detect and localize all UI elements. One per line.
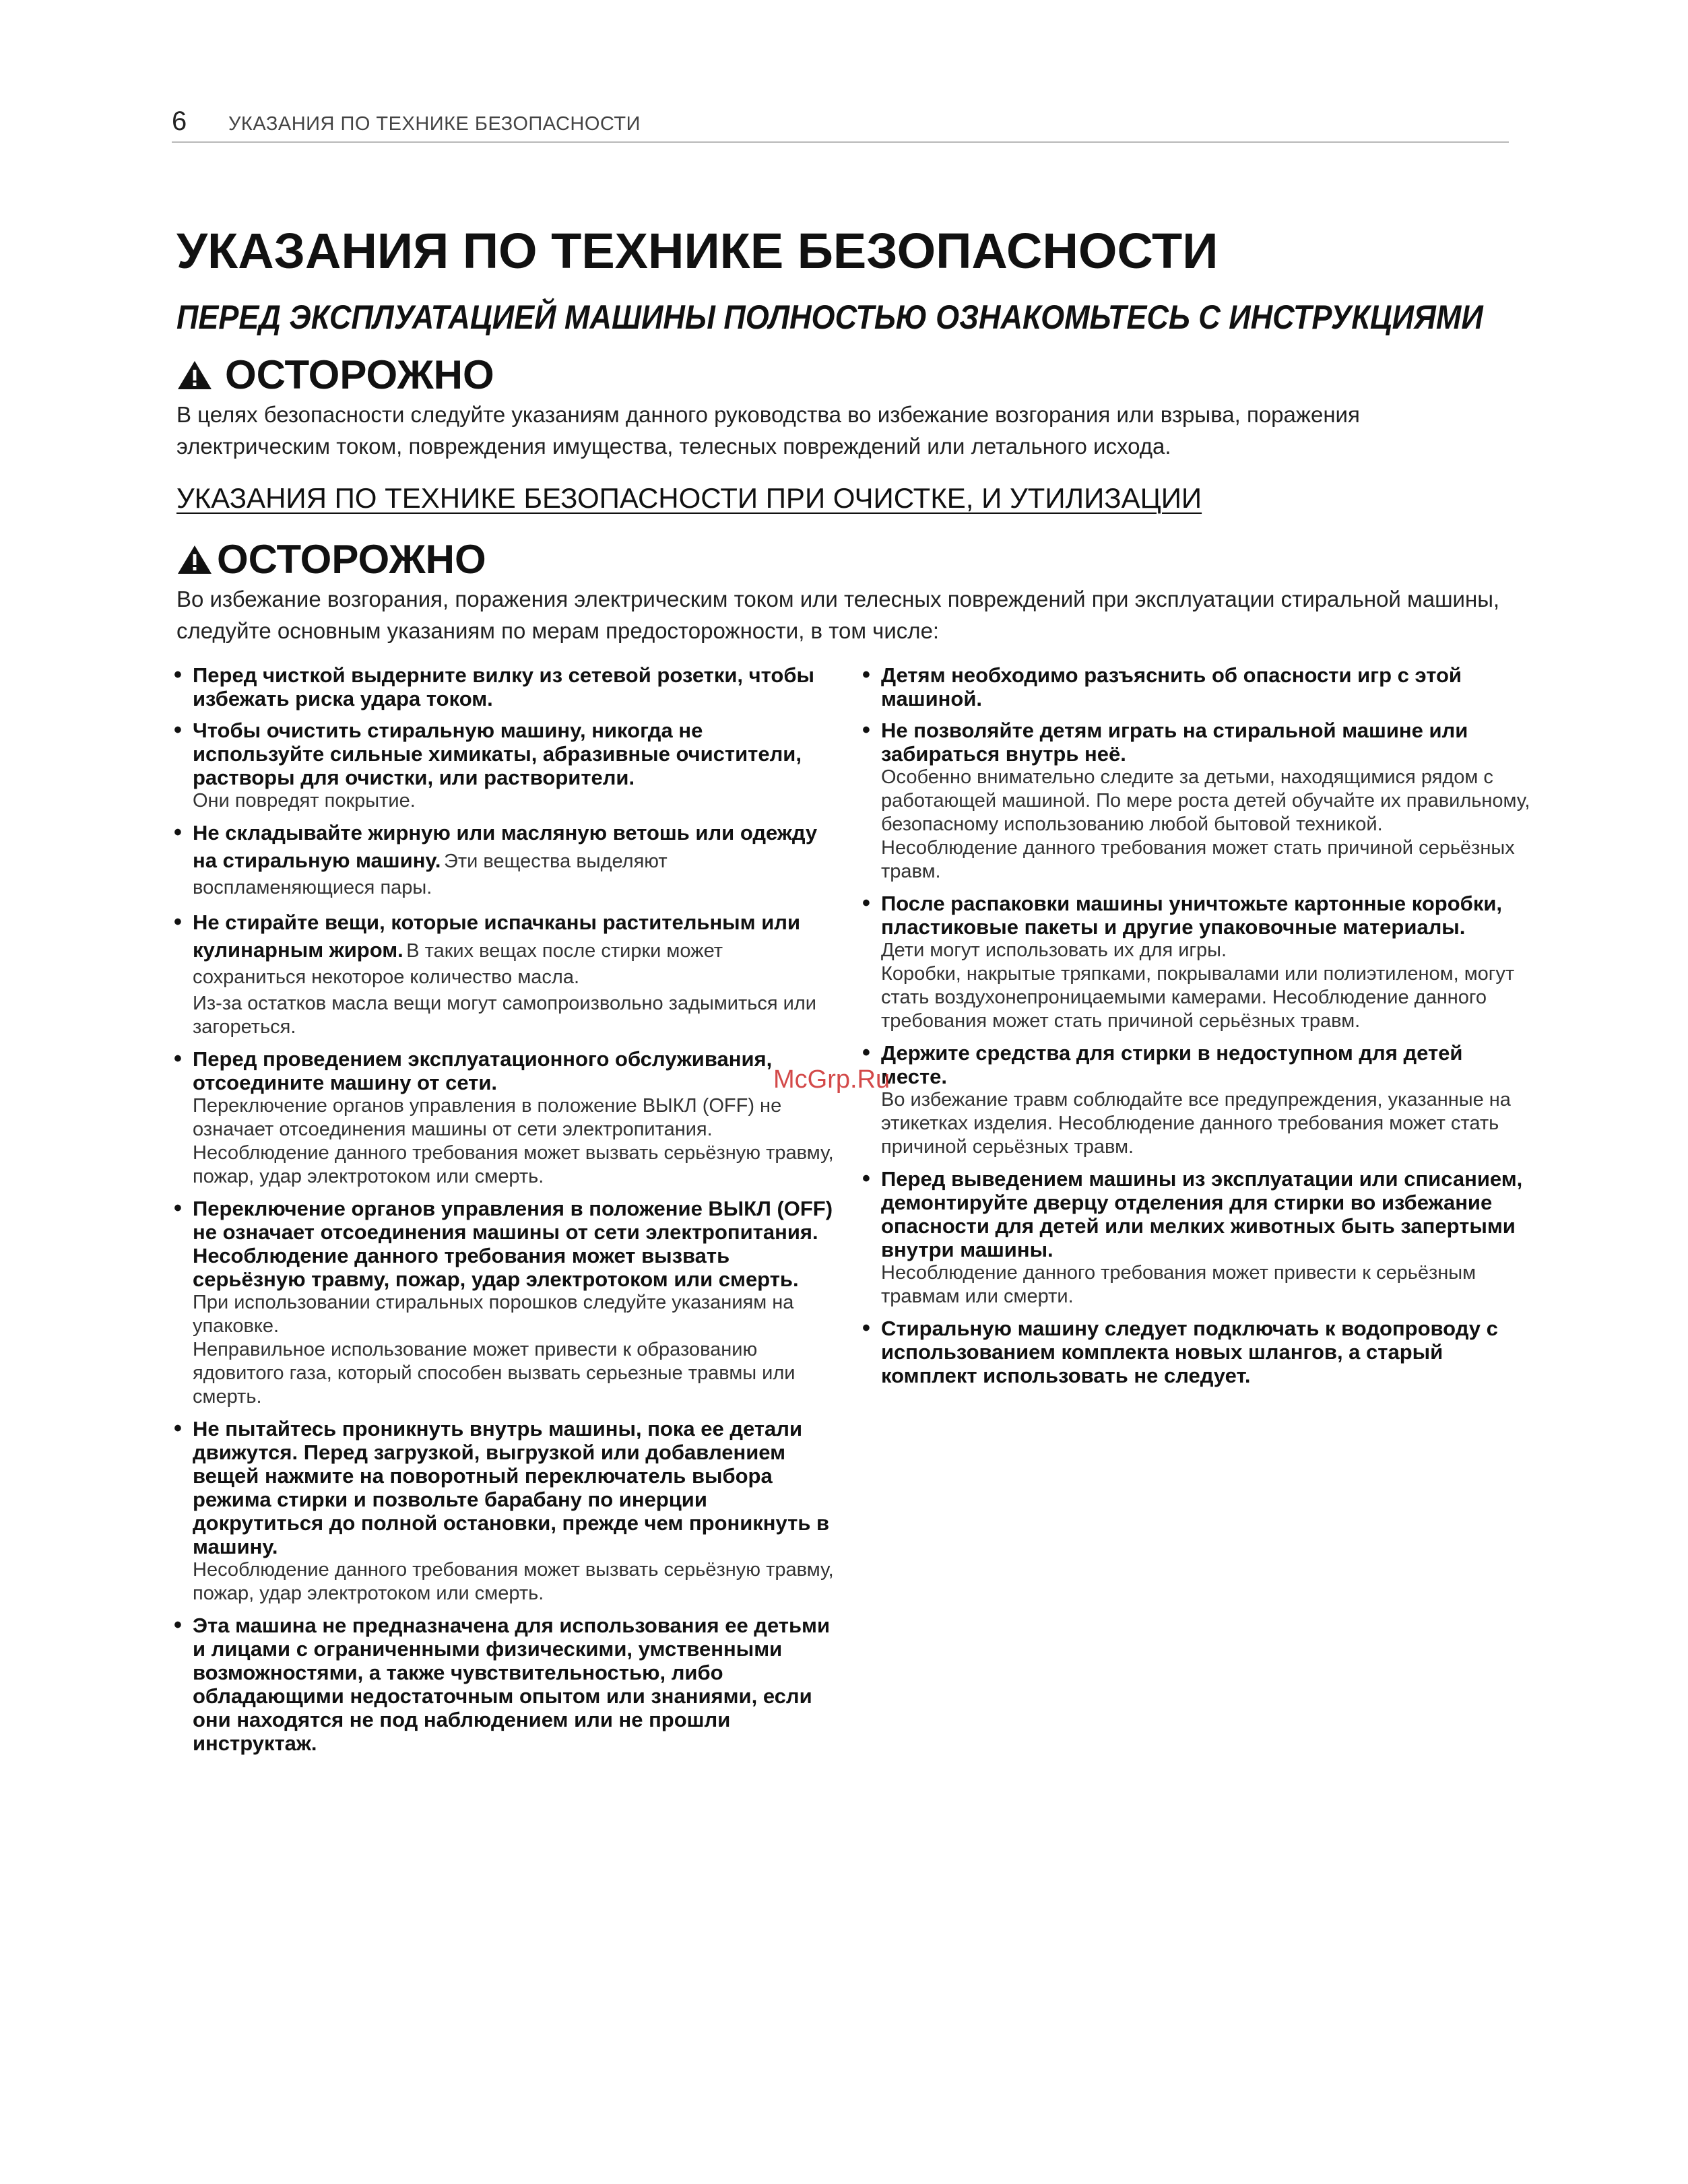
safety-list-left xyxy=(172,663,839,1763)
safety-item xyxy=(861,719,1531,884)
safety-item-bold: • Держите средства для стирки в недоступном для детей месте. xyxy=(881,1041,1463,1088)
safety-item-text: Во избежание травм соблюдайте все предупреждения, указанные на этикетках изделия. Несоблюдение данного требования может стать причиной серьёзных травм. xyxy=(881,1089,1511,1158)
safety-item-bold: • Эта машина не предназначена для использования ее детьми и лицами с ограниченными физическими, умственными возможностями, а также чувствительностью, либо обладающими недостаточным опытом или знаниями, если они находятся не под наблюдением или не прошли инструктаж. xyxy=(193,1614,831,1755)
warning-triangle-icon xyxy=(176,360,213,391)
safety-item-bold: • Переключение органов управления в положение ВЫКЛ (OFF) не означает отсоединения машины от сети электропитания. Несоблюдение данного требования может вызвать серьёзную травму, пожар, удар электротоком или смерть. xyxy=(193,1197,833,1291)
caution-heading xyxy=(176,352,494,398)
safety-item xyxy=(172,821,839,902)
safety-item-text: Они повредят покрытие. xyxy=(193,790,416,812)
safety-item xyxy=(861,663,1531,710)
safety-item-bold: • Перед выведением машины из эксплуатации или списанием, демонтируйте дверцу отделения для стирки во избежание опасности для детей или мелких животных быть запертыми внутри машины. xyxy=(881,1167,1523,1261)
safety-item-text: Переключение органов управления в положение ВЫКЛ (OFF) не означает отсоединения машины от сети электропитания. xyxy=(193,1095,782,1140)
safety-list-right xyxy=(861,663,1531,1395)
safety-item xyxy=(861,1317,1531,1387)
safety-item xyxy=(172,1417,839,1606)
warning-triangle-icon xyxy=(176,544,213,575)
caution-intro-text: В целях безопасности следуйте указаниям данного руководства во избежание возгорания или взрыва, поражения электрическим током, повреждения имущества, телесных повреждений или летального исхода. xyxy=(176,402,1360,459)
watermark: McGrp.Ru xyxy=(773,1065,890,1094)
safety-item xyxy=(172,719,839,813)
safety-item-text: Несоблюдение данного требования может вызвать серьёзную травму, пожар, удар электротоком или смерть. xyxy=(193,1142,834,1187)
safety-item xyxy=(172,1614,839,1755)
safety-item-bold: • Чтобы очистить стиральную машину, никогда не используйте сильные химикаты, абразивные очистители, растворы для очистки, или растворители. xyxy=(193,719,802,789)
safety-item-text: Из-за остатков масла вещи могут самопроизвольно задымиться или загореться. xyxy=(193,993,816,1038)
safety-item xyxy=(172,663,839,710)
safety-item-bold: • После распаковки машины уничтожьте картонные коробки, пластиковые пакеты и другие упаковочные материалы. xyxy=(881,892,1503,939)
safety-item xyxy=(172,1197,839,1409)
safety-item-bold: • Не пытайтесь проникнуть внутрь машины, пока ее детали движутся. Перед загрузкой, выгрузкой или добавлением вещей нажмите на поворотный переключатель выбора режима стирки и позвольте барабану по инерции докрутиться до полной остановки, прежде чем проникнуть в машину. xyxy=(193,1417,830,1558)
safety-item-bold: • Перед проведением эксплуатационного обслуживания, отсоедините машину от сети. xyxy=(193,1047,773,1094)
safety-item-text: Несоблюдение данного требования может привести к серьёзным травмам или смерти. xyxy=(881,1262,1476,1307)
safety-item xyxy=(861,1167,1531,1309)
caution-label: ОСТОРОЖНО xyxy=(225,352,494,397)
safety-item-text: Особенно внимательно следите за детьми, находящимися рядом с работающей машиной. По мере роста детей обучайте их правильному, безопасному использованию любой бытовой техникой. xyxy=(881,766,1530,835)
safety-item xyxy=(861,1041,1531,1159)
page-title: УКАЗАНИЯ ПО ТЕХНИКЕ БЕЗОПАСНОСТИ xyxy=(176,223,1219,279)
safety-item-text: Неправильное использование может привести к образованию ядовитого газа, который способен вызвать серьезные травмы или смерть. xyxy=(193,1339,796,1408)
safety-item-text: При использовании стиральных порошков следуйте указаниям на упаковке. xyxy=(193,1292,794,1337)
section-heading: УКАЗАНИЯ ПО ТЕХНИКЕ БЕЗОПАСНОСТИ ПРИ ОЧИСТКЕ, И УТИЛИЗАЦИИ xyxy=(176,482,1202,514)
page-subtitle: ПЕРЕД ЭКСПЛУАТАЦИЕЙ МАШИНЫ ПОЛНОСТЬЮ ОЗНАКОМЬТЕСЬ С ИНСТРУКЦИЯМИ xyxy=(176,298,1483,336)
caution-heading xyxy=(176,536,486,583)
safety-item-bold: • Перед чисткой выдерните вилку из сетевой розетки, чтобы избежать риска удара током. xyxy=(193,663,814,710)
safety-item-text: Коробки, накрытые тряпками, покрывалами или полиэтиленом, могут стать воздухонепроницаемыми камерами. Несоблюдение данного требования может стать причиной серьёзных травм. xyxy=(881,963,1515,1032)
safety-item-bold: • Детям необходимо разъяснить об опасности игр с этой машиной. xyxy=(881,663,1462,710)
safety-item-bold: • Стиральную машину следует подключать к водопроводу с использованием комплекта новых шлангов, а старый комплект использовать не следует. xyxy=(881,1317,1498,1387)
safety-item xyxy=(861,892,1531,1033)
safety-item-text: Эти вещества выделяют воспламеняющиеся пары. xyxy=(193,851,668,898)
safety-item-text: Несоблюдение данного требования может стать причиной серьёзных травм. xyxy=(881,837,1515,882)
safety-item-bold: • Не позволяйте детям играть на стиральной машине или забираться внутрь неё. xyxy=(881,719,1468,766)
caution-intro-text: Во избежание возгорания, поражения электрическим током или телесных повреждений при эксплуатации стиральной машины, следуйте основным указаниям по мерам предосторожности, в том числе: xyxy=(176,587,1500,643)
safety-item-bold: Не складывайте жирную или масляную ветошь или одежду на стиральную машину. xyxy=(193,821,818,872)
page-number: 6 xyxy=(172,106,187,136)
safety-item-text: В таких вещах после стирки может сохраниться некоторое количество масла. xyxy=(193,940,723,988)
safety-item-text: Несоблюдение данного требования может вызвать серьёзную травму, пожар, удар электротоком или смерть. xyxy=(193,1559,834,1604)
running-header xyxy=(172,106,1509,143)
safety-item-text: Дети могут использовать их для игры. xyxy=(881,939,1227,961)
caution-label: ОСТОРОЖНО xyxy=(217,537,486,582)
safety-item-bold: Не стирайте вещи, которые испачканы растительным или кулинарным жиром. xyxy=(193,911,800,962)
running-title: УКАЗАНИЯ ПО ТЕХНИКЕ БЕЗОПАСНОСТИ xyxy=(228,113,641,135)
safety-item xyxy=(172,1047,839,1189)
safety-item xyxy=(172,911,839,1039)
